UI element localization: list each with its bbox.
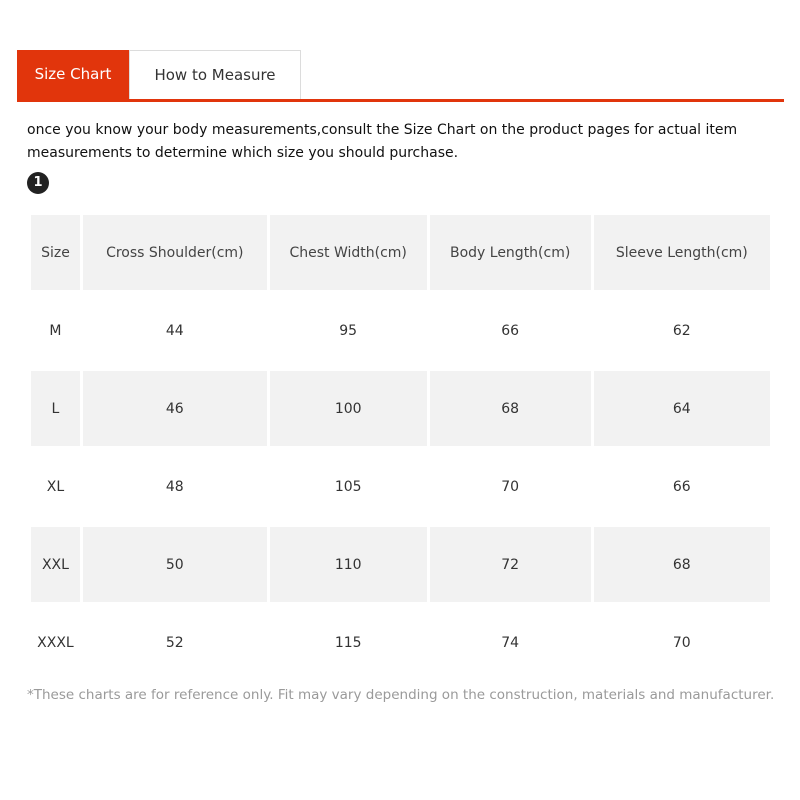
intro-text: once you know your body measurements,consult the Size Chart on the product pages for actual item measurements to determine which size you should purchase.	[27, 122, 738, 161]
size-chart-table	[28, 212, 773, 683]
cell-cross-shoulder: 48	[165, 478, 184, 495]
table-row	[31, 605, 770, 680]
cell-sleeve-length: 70	[672, 634, 691, 651]
cell-size: M	[49, 322, 62, 339]
header-cross-shoulder: Cross Shoulder(cm)	[83, 215, 267, 290]
cell-chest-width: 110	[270, 527, 427, 602]
cell-chest-width: 100	[270, 371, 427, 446]
cell-body-length: 66	[501, 322, 520, 339]
cell-sleeve-length: 62	[672, 322, 691, 339]
cell-size: XL	[46, 478, 65, 495]
cell-sleeve-length: 66	[672, 478, 691, 495]
table-row	[31, 527, 770, 602]
table-row	[31, 293, 770, 368]
header-body-length: Body Length(cm)	[430, 215, 591, 290]
cell-cross-shoulder: 52	[165, 634, 184, 651]
header-sleeve-length: Sleeve Length(cm)	[594, 215, 770, 290]
cell-sleeve-length: 68	[594, 527, 770, 602]
cell-sleeve-length: 64	[594, 371, 770, 446]
disclaimer-note: *These charts are for reference only. Fit may vary depending on the construction, materials and manufacturer.	[27, 687, 775, 703]
tab-how-to-measure[interactable]: How to Measure	[129, 50, 301, 99]
cell-cross-shoulder: 44	[165, 322, 184, 339]
tab-size-chart[interactable]: Size Chart	[17, 50, 129, 99]
cell-chest-width: 115	[334, 634, 362, 651]
table-header-row	[31, 215, 770, 290]
cell-chest-width: 105	[334, 478, 362, 495]
header-chest-width: Chest Width(cm)	[270, 215, 427, 290]
header-size: Size	[31, 215, 80, 290]
cell-body-length: 72	[430, 527, 591, 602]
cell-chest-width: 95	[339, 322, 358, 339]
step-number-badge: 1	[27, 172, 49, 194]
cell-body-length: 74	[501, 634, 520, 651]
cell-body-length: 68	[430, 371, 591, 446]
cell-size: XXXL	[37, 634, 74, 651]
cell-size: L	[31, 371, 80, 446]
cell-cross-shoulder: 50	[83, 527, 267, 602]
cell-body-length: 70	[501, 478, 520, 495]
tab-bar	[17, 50, 784, 102]
table-row	[31, 371, 770, 446]
cell-cross-shoulder: 46	[83, 371, 267, 446]
table-row	[31, 449, 770, 524]
cell-size: XXL	[31, 527, 80, 602]
